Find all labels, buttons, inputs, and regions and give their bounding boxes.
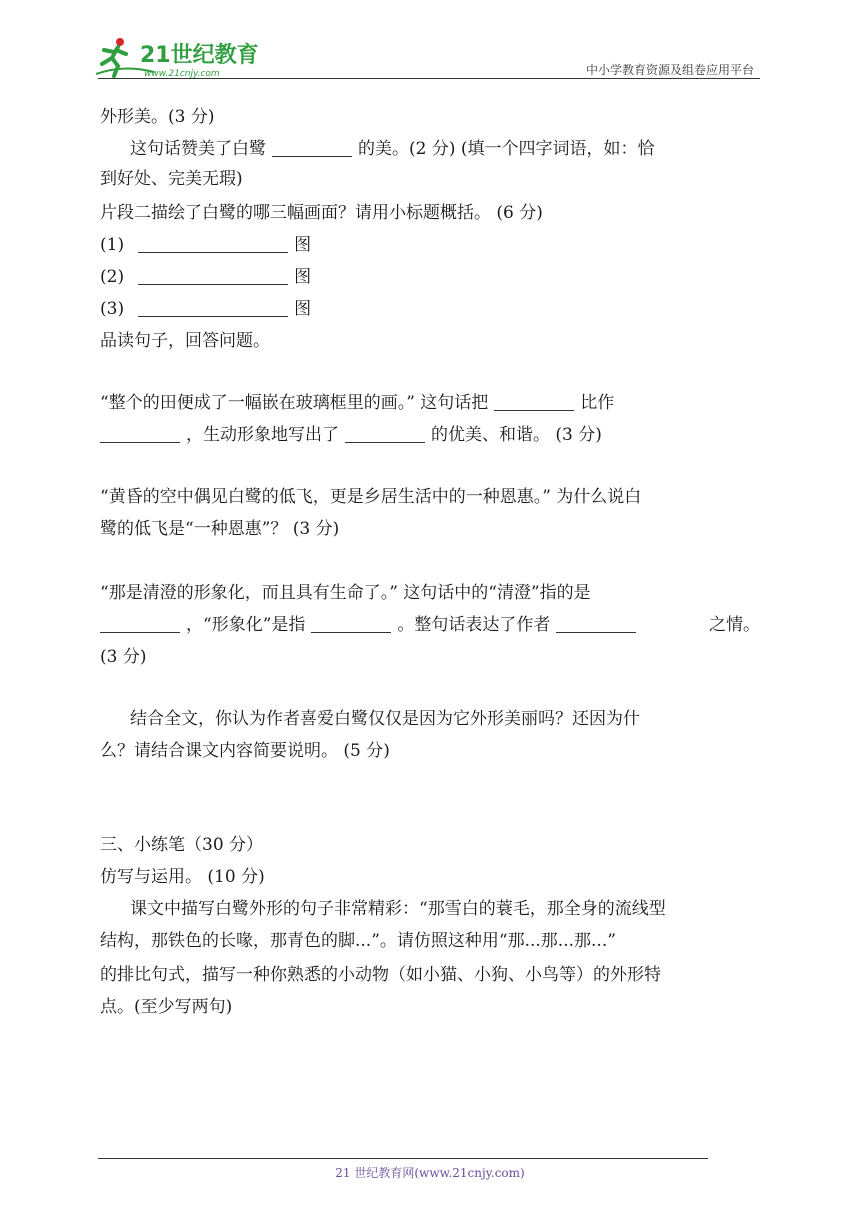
logo-text: 21世纪教育 — [140, 43, 259, 68]
line-1: 外形美。(3 分) — [100, 107, 215, 127]
answer-blank[interactable] — [556, 616, 636, 633]
footer-text: 21 世纪教育网(www.21cnjy.com) — [335, 1166, 525, 1180]
section-3-heading: 三、小练笔（30 分） — [100, 835, 264, 855]
answer-blank[interactable] — [138, 236, 288, 253]
q1-text-a: “整个的田便成了一幅嵌在玻璃框里的画。” 这句话把 — [100, 393, 489, 413]
question-4-line-2: 么？请结合课文内容简要说明。 (5 分) — [100, 741, 390, 761]
question-2-line-2: 鹭的低飞是“一种恩惠”？ (3 分) — [100, 519, 340, 539]
answer-blank[interactable] — [138, 268, 288, 285]
q1-text-b: 比作 — [580, 393, 615, 413]
answer-blank[interactable] — [100, 426, 180, 443]
question-4-line-1: 结合全文，你认为作者喜爱白鹭仅仅是因为它外形美丽吗？还因为什 — [130, 709, 640, 729]
answer-blank[interactable] — [272, 140, 352, 157]
item-3 — [100, 298, 760, 320]
line-2-text-a: 这句话赞美了白鹭 — [130, 139, 266, 159]
header-divider — [98, 78, 760, 79]
item-number: (1) — [100, 235, 125, 255]
paragraph-line-2: 结构，那铁色的长喙，那青色的脚...”。请仿照这种用“那...那...那...” — [100, 931, 616, 951]
site-logo — [94, 34, 264, 80]
question-3-line-2 — [100, 614, 760, 636]
answer-blank[interactable] — [138, 300, 288, 317]
q3-text-c: 。整句话表达了作者 — [397, 615, 551, 635]
q1-text-c: ，生动形象地写出了 — [186, 425, 339, 445]
paragraph-line-3: 的排比句式，描写一种你熟悉的小动物（如小猫、小狗、小鸟等）的外形特 — [100, 965, 661, 985]
paragraph-line-1: 课文中描写白鹭外形的句子非常精彩：“那雪白的蓑毛，那全身的流线型 — [130, 899, 666, 919]
question-1-line-1 — [100, 392, 760, 414]
line-2 — [130, 138, 790, 160]
question-2-line-1: “黄昏的空中偶见白鹭的低飞，更是乡居生活中的一种恩惠。” 为什么说白 — [100, 487, 642, 507]
line-4: 片段二描绘了白鹭的哪三幅画面？请用小标题概括。 (6 分) — [100, 203, 543, 223]
item-2 — [100, 266, 760, 288]
q1-text-d: 的优美、和谐。 (3 分) — [431, 425, 602, 445]
item-number: (2) — [100, 267, 125, 287]
line-3: 到好处、完美无瑕) — [100, 169, 243, 189]
line-5: 品读句子，回答问题。 — [100, 331, 270, 351]
question-3-line-3: (3 分) — [100, 647, 147, 667]
answer-blank[interactable] — [345, 426, 425, 443]
question-3-line-1: “那是清澄的形象化，而且具有生命了。” 这句话中的“清澄”指的是 — [100, 583, 591, 603]
item-suffix: 图 — [294, 299, 312, 319]
item-suffix: 图 — [294, 267, 312, 287]
q3-text-d: 之情。 — [709, 615, 760, 635]
line-2-text-b: 的美。(2 分) (填一个四字词语，如：恰 — [358, 139, 655, 159]
section-3-subheading: 仿写与运用。 (10 分) — [100, 867, 265, 887]
logo-url: www.21cnjy.com — [144, 69, 220, 79]
footer-divider — [98, 1158, 708, 1159]
item-suffix: 图 — [294, 235, 312, 255]
paragraph-line-4: 点。(至少写两句) — [100, 997, 233, 1017]
answer-blank[interactable] — [311, 616, 391, 633]
answer-blank[interactable] — [100, 616, 180, 633]
item-number: (3) — [100, 299, 125, 319]
header-tagline: 中小学教育资源及组卷应用平台 — [585, 63, 754, 77]
item-1 — [100, 234, 760, 256]
answer-blank[interactable] — [494, 394, 574, 411]
question-1-line-2 — [100, 424, 760, 446]
q3-text-b: ，“形象化”是指 — [186, 615, 306, 635]
